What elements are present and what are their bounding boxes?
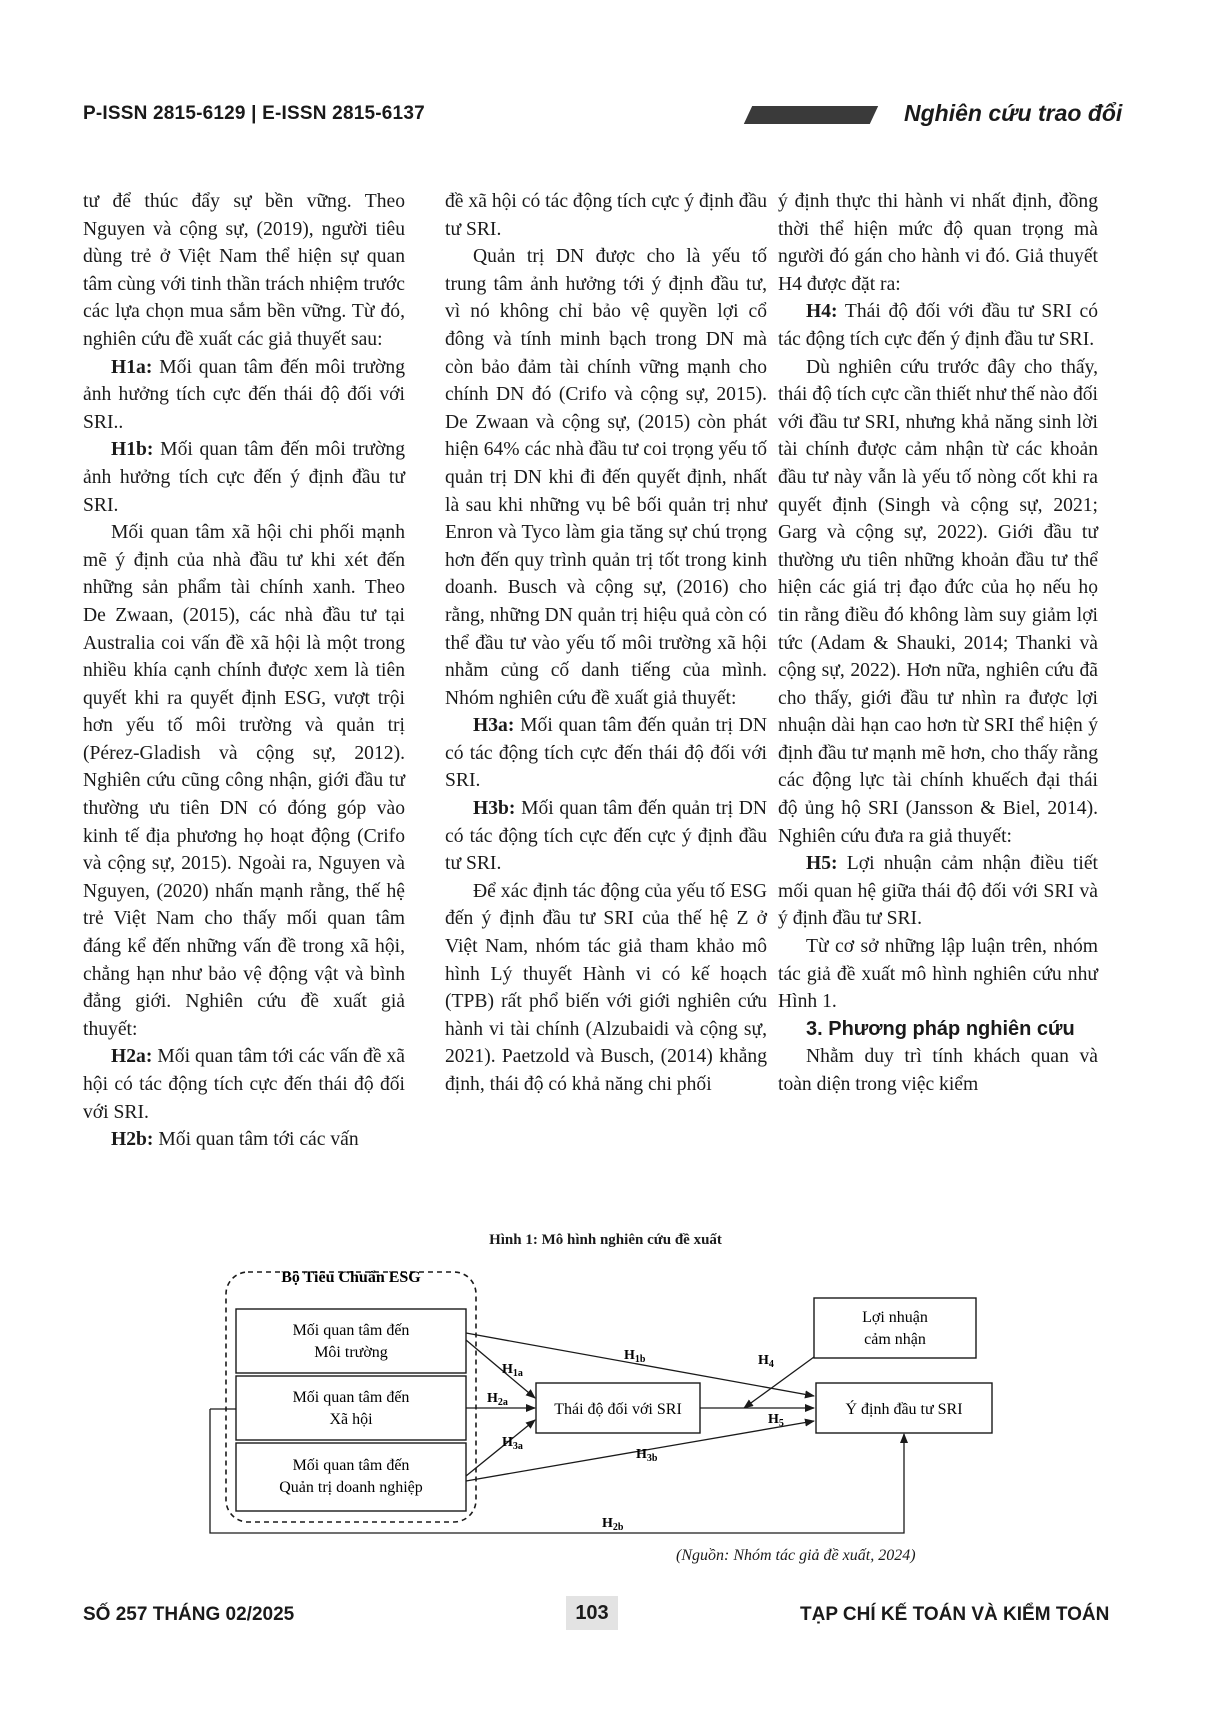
social-line2: Xã hội bbox=[329, 1411, 373, 1428]
label-h5: $H_5$ bbox=[768, 1412, 784, 1429]
header-section-title: Nghiên cứu trao đổi bbox=[904, 100, 1123, 126]
governance-line1: Mối quan tâm đến bbox=[292, 1457, 410, 1474]
hypothesis-label: H1b: bbox=[111, 439, 154, 461]
paragraph: Quản trị DN được cho là yếu tố trung tâm ảnh hưởng tới ý định đầu tư, vì nó không chỉ bảo vệ quyền lợi cổ đông và tính minh bạch trong DN mà còn bảo đảm tài chính vững mạnh cho chính DN đó (Crifo và cộng sự, 2015). De Zwaan và cộng sự, (2015) còn phát hiện 64% các nhà đầu tư coi trọng yếu tố quản trị DN khi đi đến quyết định, nhất là sau khi những vụ bê bối quản trị như Enron và Tyco làm gia tăng sự chú trọng hơn đến quy trình quản trị tốt trong kinh doanh. Busch và cộng sự, (2016) cho rằng, những DN quản trị hiệu quả còn có thể đầu tư vào yếu tố môi trường xã hội nhằm củng cố danh tiếng của mình. Nhóm nghiên cứu đề xuất giả thuyết: bbox=[445, 246, 767, 709]
hypothesis-text: Mối quan tâm đến quản trị DN có tác động tích cực đến thái độ đối với SRI. bbox=[445, 715, 767, 792]
attitude-label: Thái độ đối với SRI bbox=[554, 1401, 682, 1418]
perceived-profit-box bbox=[814, 1298, 976, 1358]
intention-label: Ý định đầu tư SRI bbox=[845, 1401, 963, 1418]
hypothesis-label: H2b: bbox=[111, 1129, 154, 1151]
figure-source: (Nguồn: Nhóm tác giả đề xuất, 2024) bbox=[676, 1547, 916, 1564]
label-h4: $H_4$ bbox=[758, 1353, 774, 1370]
hypothesis-text: Mối quan tâm tới các vấn đề xã hội có tác động tích cực đến thái độ đối với SRI. bbox=[83, 1046, 405, 1123]
social-box bbox=[236, 1376, 466, 1440]
paragraph: Từ cơ sở những lập luận trên, nhóm tác giả đề xuất mô hình nghiên cứu như Hình 1. bbox=[778, 936, 1098, 1013]
footer-journal: TẠP CHÍ KẾ TOÁN VÀ KIỂM TOÁN bbox=[800, 1604, 1110, 1625]
label-h3b: $H_{3b}$ bbox=[636, 1447, 658, 1464]
paragraph: Dù nghiên cứu trước đây cho thấy, thái độ tích cực cần thiết như thế nào đối với đầu tư SRI, nhưng khả năng sinh lời tài chính được cảm nhận từ các khoản đầu tư này vẫn là yếu tố nòng cốt khi ra quyết định (Singh và cộng sự, 2021; Garg và cộng sự, 2022). Giới đầu tư thường ưu tiên những khoản đầu tư thể hiện các giá trị đạo đức của họ nếu họ tin rằng điều đó không làm suy giảm lợi tức (Adam & Shauki, 2014; Thanki và cộng sự, 2022). Hơn nữa, nghiên cứu đã cho thấy, giới đầu tư nhìn ra được lợi nhuận dài hạn cao hơn từ SRI thể hiện ý định đầu tư mạnh mẽ hơn, cho thấy rằng các động lực tài chính khuếch đại thái độ ủng hộ SRI (Jansson & Biel, 2014). Nghiên cứu đưa ra giả thuyết: bbox=[778, 356, 1098, 847]
governance-box bbox=[236, 1443, 466, 1511]
hypothesis-text: Mối quan tâm tới các vấn bbox=[153, 1129, 359, 1151]
figure-title: Hình 1: Mô hình nghiên cứu đề xuất bbox=[489, 1232, 722, 1248]
hypothesis-text: Mối quan tâm đến quản trị DN có tác động tích cực đến cực ý định đầu tư SRI. bbox=[445, 798, 767, 875]
section-heading: 3. Phương pháp nghiên cứu bbox=[806, 1017, 1075, 1040]
hypothesis-text: Lợi nhuận cảm nhận điều tiết mối quan hệ giữa thái độ đối với SRI và ý định đầu tư SRI. bbox=[778, 853, 1098, 930]
environment-box bbox=[236, 1309, 466, 1373]
header-issn: P-ISSN 2815-6129 | E-ISSN 2815-6137 bbox=[83, 103, 425, 124]
arrow-h3a bbox=[466, 1420, 535, 1476]
footer-issue: SỐ 257 THÁNG 02/2025 bbox=[83, 1604, 295, 1625]
hypothesis-label: H1a: bbox=[111, 356, 153, 378]
hypothesis-text: Mối quan tâm đến môi trường ảnh hưởng tích cực đến thái độ đối với SRI.. bbox=[83, 356, 405, 433]
paragraph: Mối quan tâm xã hội chi phối mạnh mẽ ý định của nhà đầu tư khi xét đến những sản phẩm tài chính xanh. Theo De Zwaan, (2015), các nhà đầu tư tại Australia coi vấn đề xã hội là một trong nhiều khía cạnh chính được xem là tiên quyết khi ra quyết định ESG, vượt trội hơn yếu tố môi trường và quản trị (Pérez-Gladish và cộng sự, 2012). Nghiên cứu cũng công nhận, giới đầu tư thường ưu tiên DN có đóng góp vào kinh tế địa phương họ hoạt động (Crifo và cộng sự, 2015). Ngoài ra, Nguyen và Nguyen, (2020) nhấn mạnh rằng, thế hệ trẻ Việt Nam cho thấy mối quan tâm đáng kể đến những vấn đề trong xã hội, chẳng hạn như bảo vệ động vật và bình đẳng giới. Nghiên cứu đề xuất giả thuyết: bbox=[83, 522, 405, 1040]
paragraph: tư để thúc đẩy sự bền vững. Theo Nguyen và cộng sự, (2019), người tiêu dùng trẻ ở Việt Nam thể hiện sự quan tâm cùng với tinh thần trách nhiệm trước các lựa chọn mua sắm bền vững. Từ đó, nghiên cứu đề xuất các giả thuyết sau: bbox=[83, 191, 405, 350]
paragraph: ý định thực thi hành vi nhất định, đồng thời thể hiện mức độ quan trọng mà người đó gán cho hành vi đó. Giả thuyết H4 được đặt ra: bbox=[778, 191, 1098, 295]
arrow-h5 bbox=[744, 1357, 814, 1408]
hypothesis-label: H4: bbox=[806, 301, 838, 323]
label-h1b: $H_{1b}$ bbox=[624, 1348, 646, 1365]
label-h2a: $H_{2a}$ bbox=[487, 1391, 508, 1408]
esg-group-label: Bộ Tiêu Chuẩn ESG bbox=[281, 1269, 421, 1286]
page-number: 103 bbox=[566, 1596, 618, 1630]
governance-line2: Quản trị doanh nghiệp bbox=[279, 1479, 423, 1496]
hypothesis-label: H2a: bbox=[111, 1046, 153, 1068]
paragraph: Để xác định tác động của yếu tố ESG đến ý định đầu tư SRI của thế hệ Z ở Việt Nam, nhóm tác giả tham khảo mô hình Lý thuyết Hành vi có kế hoạch (TPB) rất phổ biến với giới nghiên cứu hành vi tài chính (Alzubaidi và cộng sự, 2021). Paetzold và Busch, (2014) khẳng định, thái độ có khả năng chi phối bbox=[445, 880, 767, 1095]
label-h3a: $H_{3a}$ bbox=[502, 1435, 523, 1452]
hypothesis-label: H3b: bbox=[473, 798, 516, 820]
hypothesis-label: H5: bbox=[806, 853, 838, 875]
hypothesis-text: Mối quan tâm đến môi trường ảnh hưởng tích cực đến ý định đầu tư SRI. bbox=[83, 439, 405, 516]
paragraph: Nhằm duy trì tính khách quan và toàn diện trong việc kiểm bbox=[778, 1046, 1098, 1095]
label-h2b: $H_{2b}$ bbox=[602, 1516, 624, 1533]
social-line1: Mối quan tâm đến bbox=[292, 1389, 410, 1406]
label-h1a: $H_{1a}$ bbox=[502, 1362, 523, 1379]
environment-line1: Mối quan tâm đến bbox=[292, 1322, 410, 1339]
environment-line2: Môi trường bbox=[314, 1344, 388, 1361]
hypothesis-text: Thái độ đối với đầu tư SRI có tác động tích cực đến ý định đầu tư SRI. bbox=[778, 301, 1098, 350]
hypothesis-label: H3a: bbox=[473, 715, 515, 737]
perceived-profit-line2: cảm nhận bbox=[864, 1331, 926, 1348]
perceived-profit-line1: Lợi nhuận bbox=[862, 1309, 928, 1326]
paragraph: đề xã hội có tác động tích cực ý định đầu tư SRI. bbox=[445, 191, 767, 240]
